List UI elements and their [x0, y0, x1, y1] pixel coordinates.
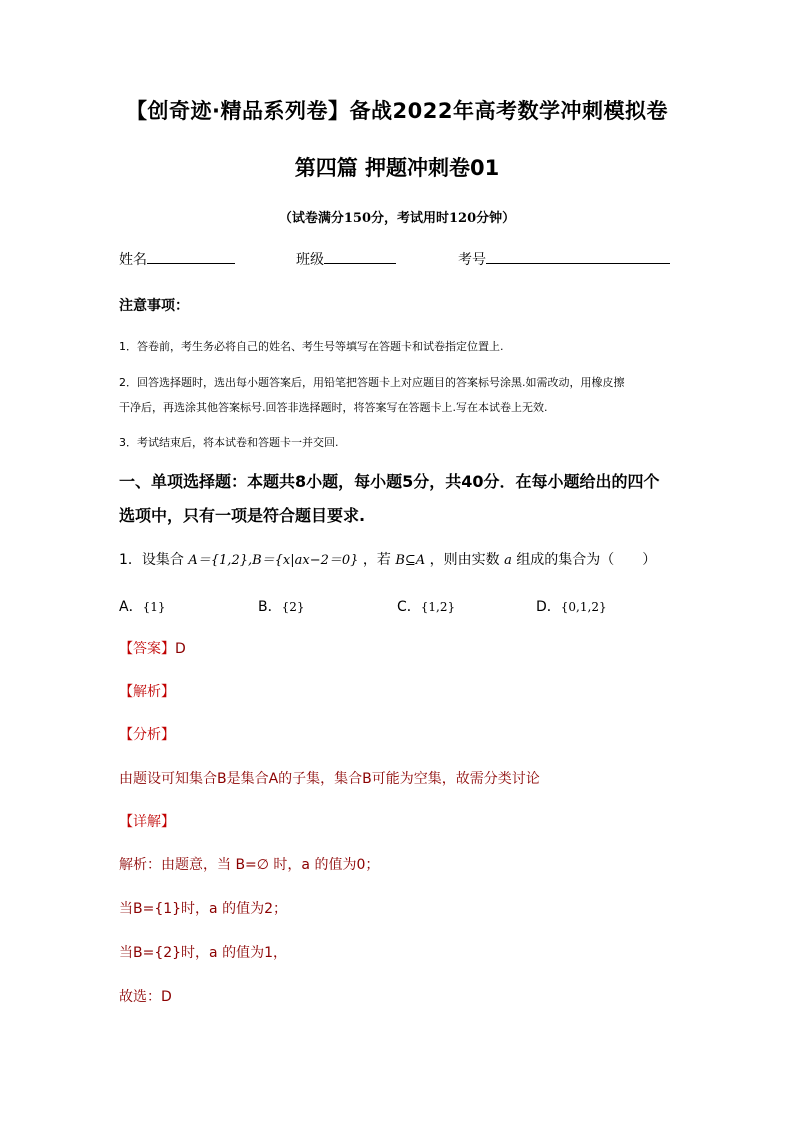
detail-line: 当B={2}时，a 的值为1， [119, 945, 287, 961]
question-text: 组成的集合为（ ） [516, 552, 657, 568]
math-expression: A＝{1,2},B＝{x|ax−2＝0} [188, 553, 359, 568]
option-value: {1} [142, 600, 166, 614]
exam-no-label: 考号 [458, 252, 486, 268]
question-prefix: 1．设集合 [119, 552, 184, 568]
fenxi-tag: 【分析】 [119, 727, 175, 743]
option-label: B． [258, 599, 282, 615]
question-text: ，若 [362, 552, 391, 568]
section-heading-cont: 选项中，只有一项是符合题目要求. [119, 506, 366, 525]
question-1 [119, 549, 656, 569]
option-c [397, 596, 455, 616]
class-label: 班级 [296, 252, 324, 268]
detail-line: 当B={1}时，a 的值为2； [119, 901, 287, 917]
option-a [119, 596, 165, 616]
math-variable: a [504, 553, 512, 568]
answer-tag: 【答案】 [119, 641, 175, 657]
notice-heading: 注意事项： [119, 298, 189, 314]
analysis-tag: 【解析】 [119, 684, 175, 700]
math-condition: B⊆A [395, 553, 426, 568]
notice-item: 1．答卷前，考生务必将自己的姓名、考生号等填写在答题卡和试卷指定位置上. [119, 340, 504, 353]
section-heading: 一、单项选择题：本题共8小题，每小题5分，共40分．在每小题给出的四个 [119, 472, 660, 491]
notice-item: 2．回答选择题时，选出每小题答案后，用铅笔把答题卡上对应题目的答案标号涂黑.如需改动，用橡皮擦 [119, 376, 625, 389]
answer-line [119, 638, 186, 658]
name-blank [147, 249, 235, 264]
class-blank [324, 249, 396, 264]
notice-item: 3．考试结束后，将本试卷和答题卡一并交回. [119, 436, 339, 449]
option-label: A． [119, 599, 143, 615]
question-text: ，则由实数 [429, 552, 500, 568]
option-value: {0,1,2} [560, 600, 607, 614]
name-label: 姓名 [119, 252, 147, 268]
detail-line: 解析：由题意，当 B=∅ 时，a 的值为0； [119, 857, 380, 873]
name-field [119, 249, 235, 269]
option-b [258, 596, 305, 616]
option-label: C． [397, 599, 421, 615]
option-value: {2} [281, 600, 305, 614]
option-label: D． [536, 599, 561, 615]
page-title: 【创奇迹·精品系列卷】备战2022年高考数学冲刺模拟卷 [126, 99, 668, 123]
fenxi-text: 由题设可知集合B是集合A的子集，集合B可能为空集，故需分类讨论 [119, 771, 540, 787]
option-d [536, 596, 607, 616]
detail-tag: 【详解】 [119, 814, 175, 830]
exam-info: （试卷满分150分，考试用时120分钟） [278, 211, 516, 226]
notice-item: 干净后，再选涂其他答案标号.回答非选择题时，将答案写在答题卡上.写在本试卷上无效. [119, 401, 548, 414]
exam-no-blank [486, 249, 670, 264]
exam-no-field [458, 249, 670, 269]
detail-line: 故选：D [119, 989, 172, 1005]
option-value: {1,2} [420, 600, 456, 614]
class-field [296, 249, 396, 269]
page-subtitle: 第四篇 押题冲刺卷01 [294, 156, 500, 180]
answer-value: D [175, 641, 186, 657]
